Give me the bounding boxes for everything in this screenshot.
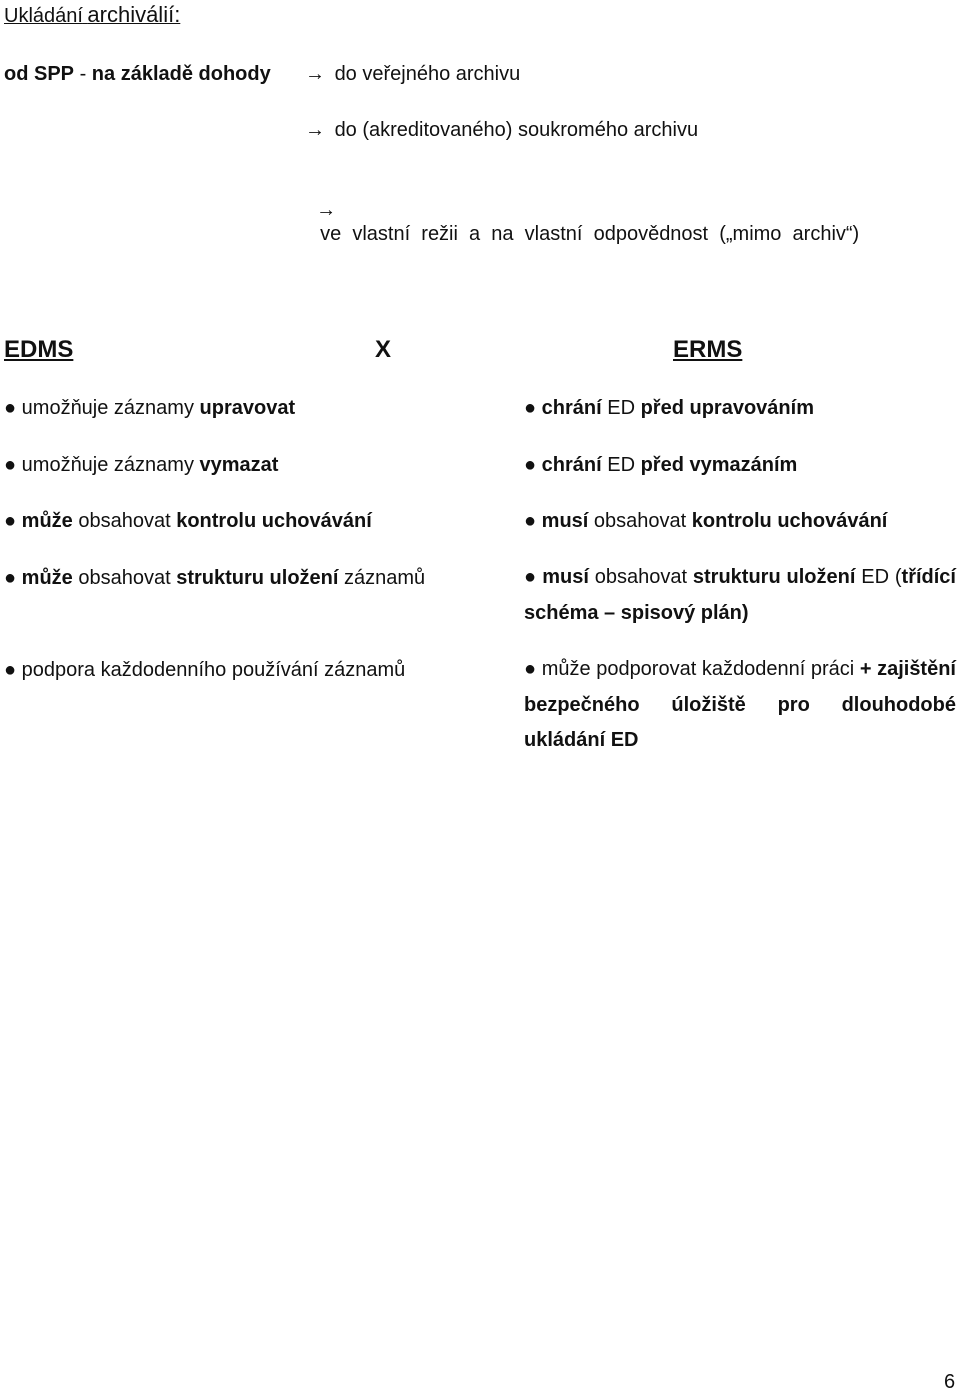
erms-item-4 xyxy=(524,560,956,631)
erms-item-5 xyxy=(524,652,956,759)
bullet-icon: ● xyxy=(4,659,17,681)
storage-line-2-text: do (akreditovaného) soukromého archivu xyxy=(334,119,699,141)
edms-item-1-text: umožňuje záznamy xyxy=(21,397,200,419)
erms-item-1-text: ED xyxy=(601,397,641,419)
edms-item-3-text: obsahovat xyxy=(72,510,177,532)
erms-item-2-bold2: před vymazáním xyxy=(640,454,798,476)
erms-item-1-bold1: chrání xyxy=(541,397,602,419)
erms-item-4-text2: ED ( xyxy=(855,566,902,588)
bullet-icon: ● xyxy=(524,510,537,532)
edms-item-3-bold1: může xyxy=(21,510,73,532)
erms-item-1 xyxy=(524,396,814,420)
storage-source-rest: na základě dohody xyxy=(91,63,271,85)
bullet-icon: ● xyxy=(524,566,537,588)
compare-separator: X xyxy=(375,336,392,363)
edms-item-2-text: umožňuje záznamy xyxy=(21,454,200,476)
edms-item-1-bold: upravovat xyxy=(199,397,296,419)
bullet-icon: ● xyxy=(524,454,537,476)
edms-item-5-text: podpora každodenního používání záznamů xyxy=(21,659,406,681)
erms-item-5-text: může podporovat každodenní práci xyxy=(541,658,860,680)
storage-line-1-text: do veřejného archivu xyxy=(334,63,521,85)
storage-source-dash: - xyxy=(74,63,92,85)
heading-part1: Ukládání xyxy=(4,5,83,27)
edms-item-4-bold2: strukturu uložení xyxy=(176,567,339,589)
bullet-icon: ● xyxy=(524,658,537,680)
erms-item-3-bold1: musí xyxy=(541,510,589,532)
edms-item-2-bold: vymazat xyxy=(199,454,279,476)
edms-item-2 xyxy=(4,453,278,477)
page-heading xyxy=(4,2,180,28)
edms-item-4-text2: záznamů xyxy=(338,567,426,589)
edms-item-4-text: obsahovat xyxy=(72,567,177,589)
erms-item-4-bold1: musí xyxy=(542,566,589,588)
erms-item-5-bold: + zajištění bezpečného úložiště pro dlouhodobé ukládání ED xyxy=(524,658,956,751)
erms-item-3 xyxy=(524,509,887,533)
storage-source-bold: od SPP xyxy=(4,63,75,85)
erms-title: ERMS xyxy=(673,336,743,363)
edms-item-4-bold1: může xyxy=(21,567,73,589)
edms-item-3 xyxy=(4,509,372,533)
storage-line-2 xyxy=(305,118,698,142)
bullet-icon: ● xyxy=(4,397,17,419)
erms-item-2-text: ED xyxy=(601,454,641,476)
erms-item-2 xyxy=(524,453,797,477)
erms-item-4-bold2: strukturu uložení xyxy=(692,566,856,588)
edms-item-4 xyxy=(4,566,425,590)
erms-item-1-bold2: před upravováním xyxy=(640,397,814,419)
erms-item-4-bold3: třídící schéma – spisový plán) xyxy=(524,566,956,624)
erms-item-4-text: obsahovat xyxy=(588,566,693,588)
edms-title: EDMS xyxy=(4,336,74,363)
storage-line-3-text: ve vlastní režii a na vlastní odpovědnost („mimo archiv“) xyxy=(320,223,860,245)
bullet-icon: ● xyxy=(4,510,17,532)
page-number: 6 xyxy=(944,1371,956,1393)
bullet-icon: ● xyxy=(4,454,17,476)
bullet-icon: ● xyxy=(524,397,537,419)
heading-part2: archiválií: xyxy=(87,2,181,27)
arrow-icon: → xyxy=(316,199,337,221)
arrow-icon: → xyxy=(305,63,325,85)
edms-item-1 xyxy=(4,396,295,420)
edms-item-5 xyxy=(4,658,405,682)
edms-item-3-bold2: kontrolu uchovávání xyxy=(176,510,372,532)
storage-line-1 xyxy=(305,62,520,86)
storage-line-3 xyxy=(305,174,859,246)
arrow-icon: → xyxy=(305,119,325,141)
erms-item-3-text: obsahovat xyxy=(588,510,692,532)
erms-item-2-bold1: chrání xyxy=(541,454,602,476)
erms-item-3-bold2: kontrolu uchovávání xyxy=(691,510,888,532)
storage-source xyxy=(4,62,271,86)
bullet-icon: ● xyxy=(4,567,17,589)
